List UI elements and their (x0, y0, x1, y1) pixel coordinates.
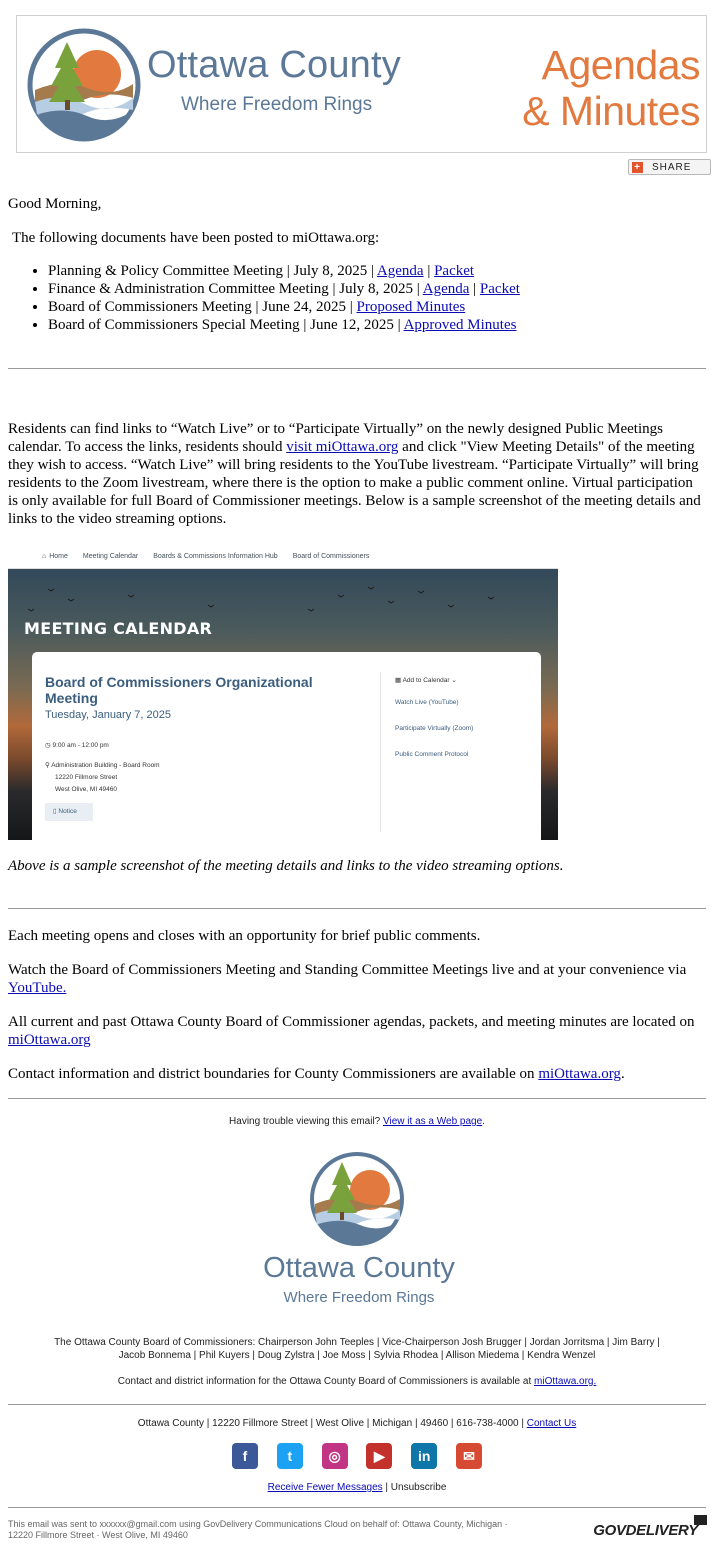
miottawa-link[interactable]: miOttawa.org (8, 1032, 91, 1048)
list-item: • Finance & Administration Committee Meeting | July 8, 2025 | Agenda | Packet (48, 280, 700, 298)
org-tagline: Where Freedom Rings (181, 94, 373, 115)
banner-title-line1: Agendas (541, 42, 700, 88)
document-text: Planning & Policy Committee Meeting | July 8, 2025 | (48, 263, 377, 279)
nav-home: Home (49, 553, 68, 560)
footer-tagline: Where Freedom Rings (283, 1289, 435, 1306)
district-info (8, 1376, 706, 1387)
document-list (20, 262, 700, 334)
agenda-link[interactable]: Agenda (422, 281, 470, 297)
board-line: Jacob Bonnema | Phil Kuyers | Doug Zylstra | Joe Moss | Sylvia Rhodea | Allison Miedema | Kendra Wenzel (118, 1350, 596, 1361)
sent-notice (8, 1519, 578, 1541)
clock-icon: ◷ (45, 742, 53, 749)
divider (8, 368, 706, 369)
govdelivery-logo[interactable]: GOVDELIVERY (593, 1522, 698, 1539)
agenda-link[interactable]: Agenda (376, 263, 424, 279)
share-label: SHARE (652, 161, 692, 173)
meeting-title: Board of Commissioners Organizational Meeting (45, 674, 313, 706)
meeting-date: Tuesday, January 7, 2025 (45, 709, 171, 721)
address-text: Ottawa County | 12220 Fillmore Street | West Olive | Michigan | 49460 | 616-738-4000 | (137, 1418, 527, 1429)
social-links (232, 1443, 482, 1469)
public-comment-protocol-link: Public Comment Protocol (395, 751, 469, 758)
receive-fewer-messages-link[interactable]: Receive Fewer Messages (267, 1482, 383, 1493)
proposed-minutes-link[interactable]: Proposed Minutes (356, 299, 466, 315)
youtube-icon[interactable] (366, 1443, 392, 1469)
board-members (8, 1336, 706, 1362)
org-name: Ottawa County (147, 44, 401, 86)
time-text: 9:00 am - 12:00 pm (52, 742, 109, 749)
residents-text-continued: and click "View Meeting Details" of the meeting they wish to access. “Watch Live” will bring residents to the YouTube livestream. “Participate Virtually” will bring residents to the Zoom livestream, where there is the option to make a public comment online. Virtual participation is only available for full Board of Commissioner meetings. Below is a sample screenshot of the meeting details and links to the video streaming options. (8, 439, 701, 527)
divider (8, 908, 706, 909)
add-to-calendar: ▦ Add to Calendar ⌄ (395, 677, 457, 684)
notice-button (45, 803, 93, 821)
contact-paragraph (8, 1065, 706, 1083)
trouble-viewing (8, 1116, 706, 1127)
divider (8, 1404, 706, 1405)
nav-meeting-calendar: Meeting Calendar (82, 553, 139, 560)
residents-text: Residents can find links to “Watch Live” or to “Participate Virtually” on the newly designed Public Meetings calendar. To access the links, residents should (8, 421, 663, 455)
header-banner (16, 15, 707, 153)
facebook-icon[interactable] (232, 1443, 258, 1469)
twitter-glyph: t (287, 1448, 293, 1464)
meeting-location (45, 760, 160, 796)
add-to-calendar-label: Add to Calendar (402, 677, 450, 684)
document-icon: ▯ (53, 808, 59, 815)
facebook-glyph: f (242, 1448, 248, 1464)
screenshot-hero (8, 569, 558, 840)
greeting: Good Morning, (8, 196, 102, 212)
meeting-details-card (32, 652, 541, 840)
share-button[interactable] (628, 159, 711, 175)
footer-address (8, 1418, 706, 1429)
instagram-icon[interactable] (322, 1443, 348, 1469)
card-divider (380, 672, 381, 832)
subscription-links (8, 1482, 706, 1493)
home-icon: ⌂ (42, 553, 47, 560)
packet-link[interactable]: Packet (479, 281, 520, 297)
list-item (48, 298, 700, 316)
approved-minutes-link[interactable]: Approved Minutes (403, 317, 517, 333)
document-text: Finance & Administration Committee Meeting | July 8, 2025 | (48, 281, 423, 297)
residents-paragraph (8, 420, 706, 528)
document-text: Board of Commissioners Meeting | June 24, 2025 | (48, 299, 357, 315)
linkedin-glyph: in (417, 1448, 431, 1464)
location-city: West Olive, MI 49460 (55, 786, 118, 793)
unsubscribe-text: | Unsubscribe (382, 1482, 447, 1493)
records-text: All current and past Ottawa County Board of Commissioner agendas, packets, and meeting minutes are located on (8, 1014, 695, 1030)
divider (8, 1098, 706, 1099)
email-glyph: ✉ (463, 1447, 475, 1464)
screenshot-caption: Above is a sample screenshot of the meeting details and links to the video streaming options. (8, 858, 564, 874)
calendar-icon: ▦ (395, 677, 403, 684)
linkedin-icon[interactable] (411, 1443, 437, 1469)
footer-org-name: Ottawa County (263, 1252, 455, 1284)
nav-board-of-commissioners: Board of Commissioners (292, 553, 370, 560)
records-paragraph (8, 1013, 706, 1049)
location-street: 12220 Fillmore Street (55, 774, 118, 781)
meeting-time (45, 741, 109, 749)
intro-text: The following documents have been posted to miOttawa.org: (12, 230, 380, 246)
list-item (48, 316, 700, 334)
sent-line: 12220 Fillmore Street · West Olive, MI 49460 (8, 1530, 188, 1540)
trouble-text: Having trouble viewing this email? (229, 1116, 384, 1127)
nav-boards-hub: Boards & Commissions Information Hub (153, 553, 278, 560)
location-building: Administration Building - Board Room (51, 762, 160, 769)
contact-us-link[interactable]: Contact Us (526, 1418, 577, 1429)
divider (8, 1507, 706, 1508)
miottawa-link[interactable]: miOttawa.org. (534, 1376, 597, 1387)
meeting-calendar-heading: MEETING CALENDAR (24, 619, 213, 638)
location-pin-icon: ⚲ (45, 762, 52, 769)
watch-text: Watch the Board of Commissioners Meeting and Standing Committee Meetings live and at your convenience via (8, 962, 687, 978)
watch-live-link: Watch Live (YouTube) (395, 699, 459, 706)
participate-virtually-link: Participate Virtually (Zoom) (395, 725, 474, 732)
banner-title-line2: & Minutes (522, 88, 700, 134)
sent-line: This email was sent to xxxxxx@gmail.com using GovDelivery Communications Cloud on behalf of: Ottawa County, Michigan · (8, 1519, 508, 1529)
screenshot-nav (8, 545, 558, 569)
banner-title (522, 42, 700, 134)
watch-paragraph (8, 961, 706, 997)
email-icon[interactable] (456, 1443, 482, 1469)
instagram-glyph: ◎ (328, 1447, 341, 1464)
list-item: • Planning & Policy Committee Meeting | July 8, 2025 | Agenda | Packet (48, 262, 700, 280)
miottawa-link[interactable]: miOttawa.org (538, 1066, 621, 1082)
board-line: The Ottawa County Board of Commissioners: Chairperson John Teeples | Vice-Chairperson Josh Brugger | Jordan Jorritsma | Jim Barry | (54, 1337, 660, 1348)
contact-text: Contact information and district boundaries for County Commissioners are available on (8, 1066, 539, 1082)
notice-label: Notice (58, 808, 77, 815)
twitter-icon[interactable] (277, 1443, 303, 1469)
ottawa-county-logo (27, 28, 141, 142)
packet-link[interactable]: Packet (434, 263, 475, 279)
district-info-text: Contact and district information for the Ottawa County Board of Commissioners is available at (117, 1376, 535, 1387)
youtube-glyph: ▶ (374, 1447, 385, 1464)
plus-icon: + (632, 162, 643, 173)
sample-screenshot (8, 545, 558, 840)
view-web-page-link[interactable]: View it as a Web page (383, 1116, 483, 1127)
youtube-link[interactable]: YouTube. (8, 980, 67, 996)
footer-logo (250, 1150, 464, 1250)
document-text: Board of Commissioners Special Meeting | June 12, 2025 | (48, 317, 404, 333)
comments-paragraph: Each meeting opens and closes with an opportunity for brief public comments. (8, 928, 481, 944)
contact-tail: . (620, 1066, 625, 1082)
visit-miottawa-link[interactable]: visit miOttawa.org (286, 439, 399, 455)
trouble-tail: . (482, 1116, 485, 1127)
